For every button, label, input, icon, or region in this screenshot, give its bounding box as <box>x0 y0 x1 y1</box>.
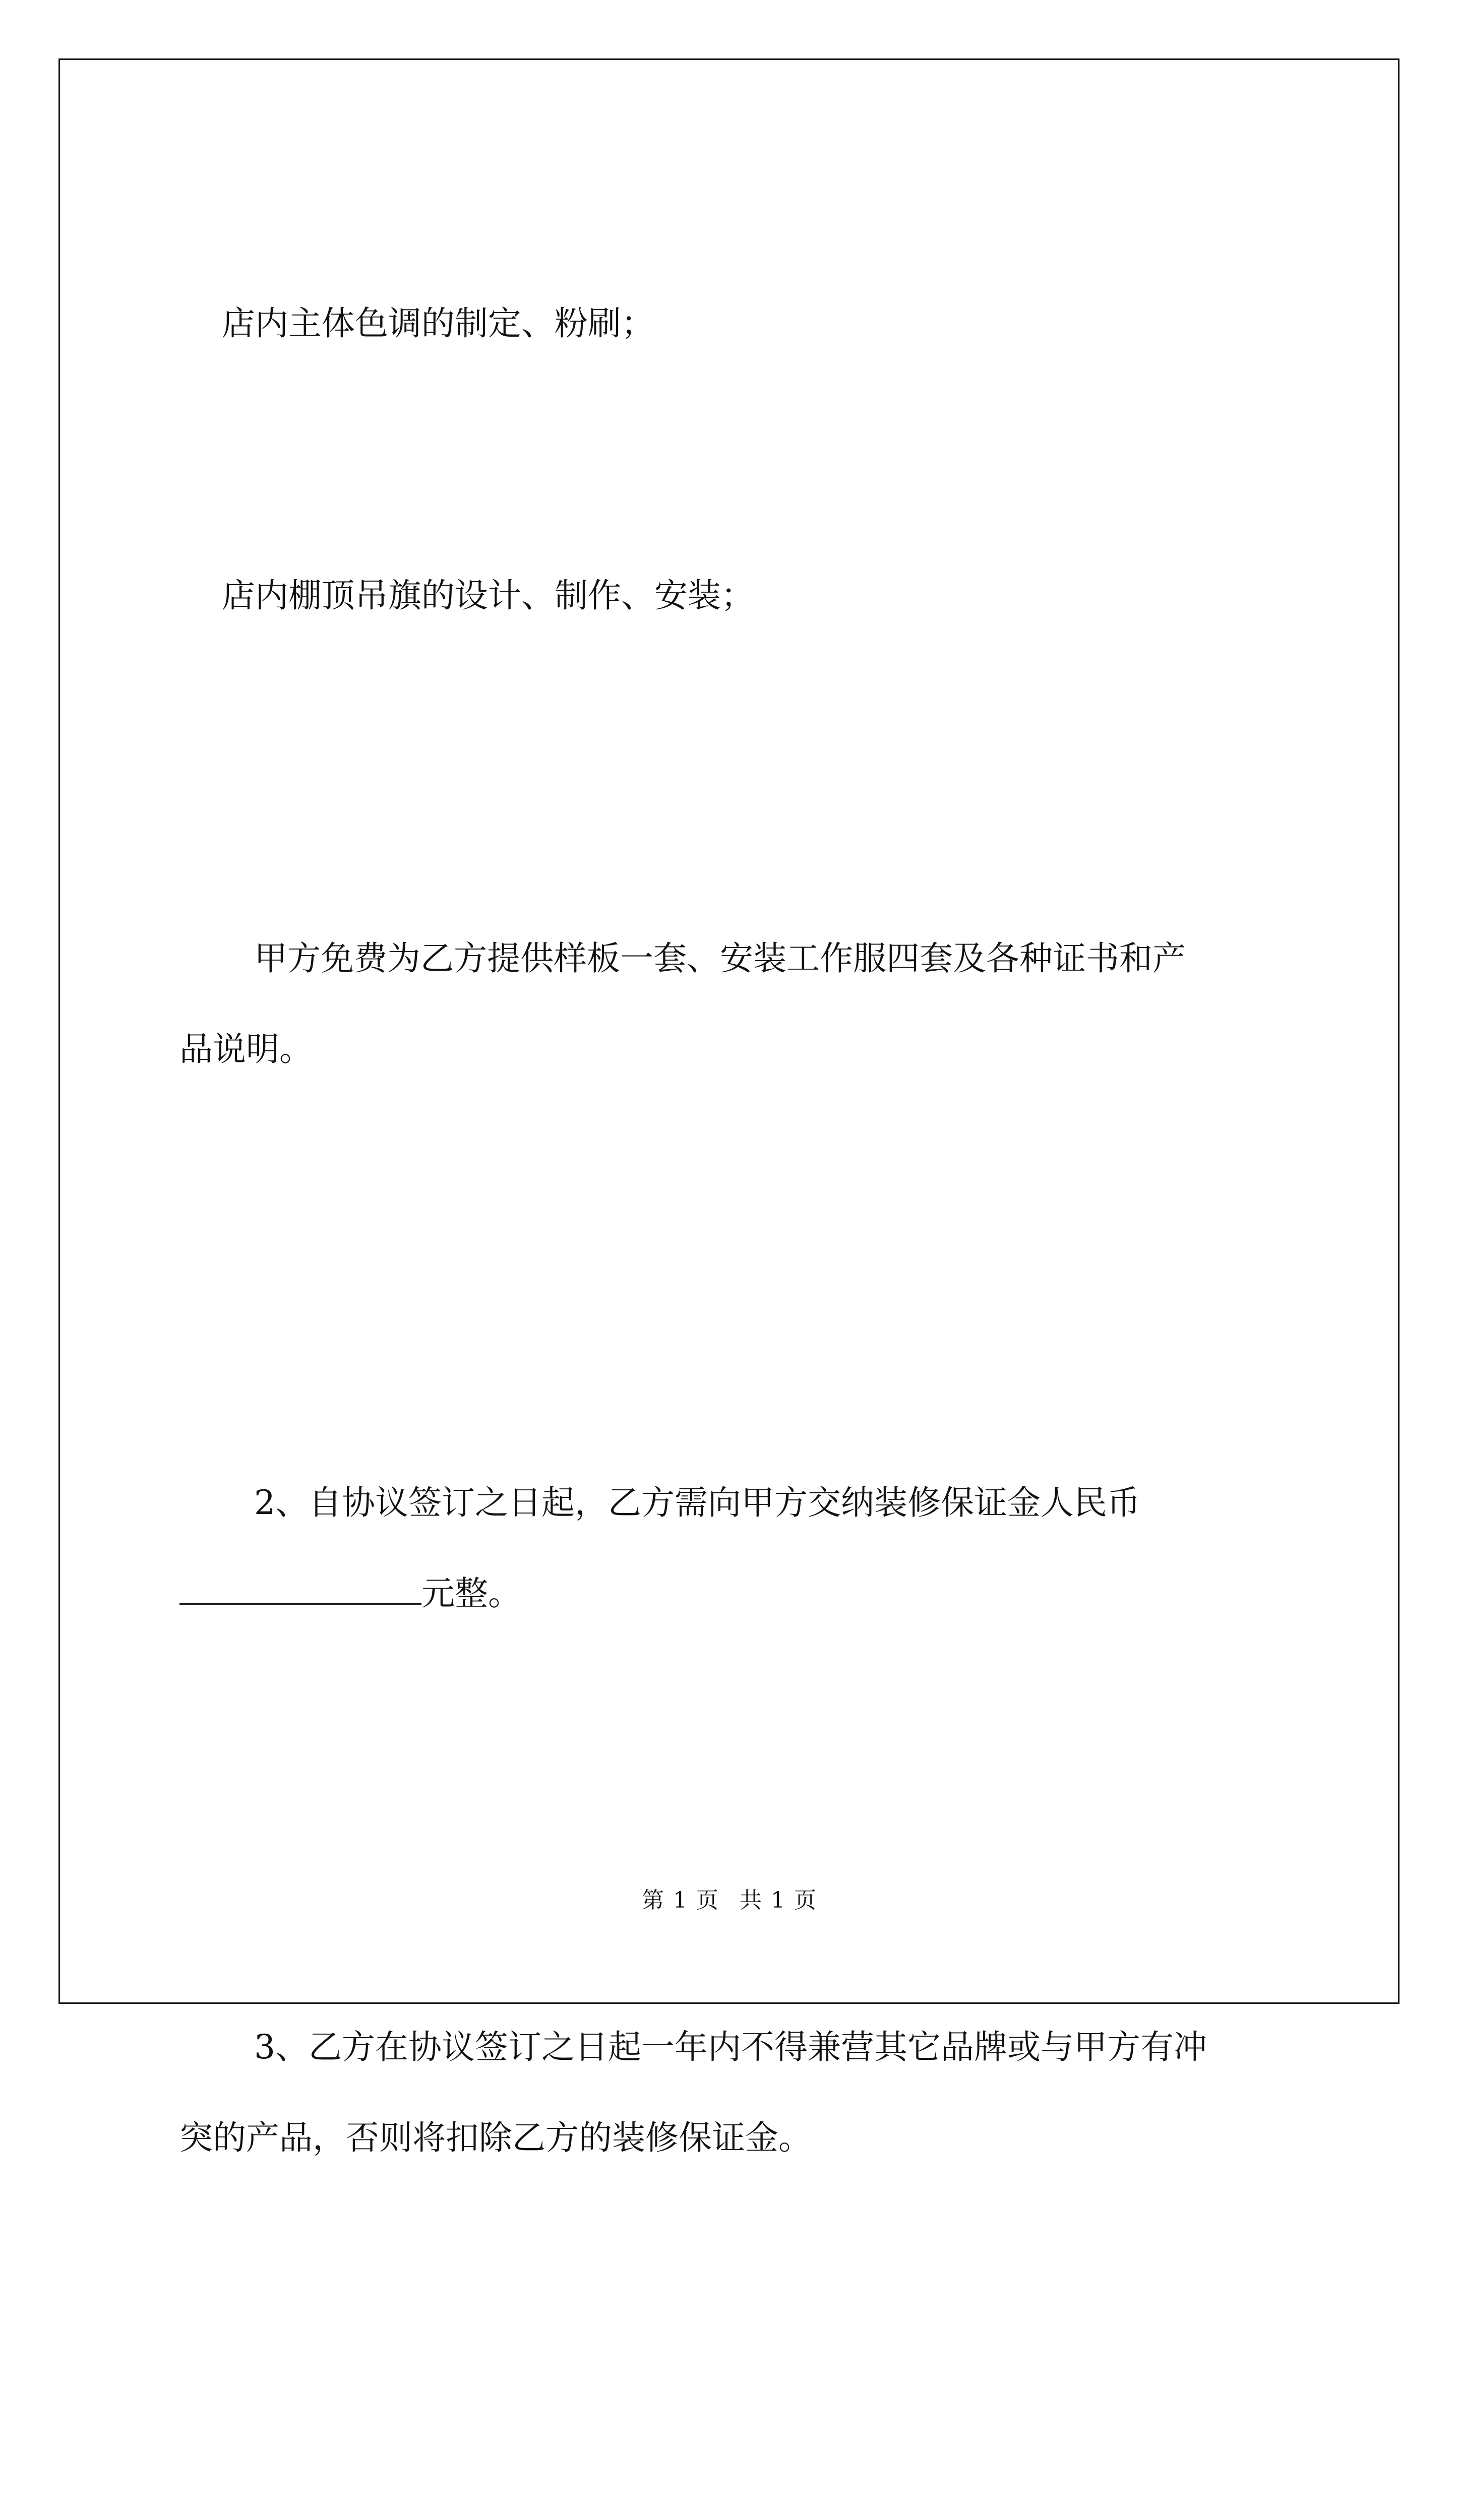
paragraph-ceiling-flags <box>179 460 1289 732</box>
paragraph-free-samples <box>179 732 1289 1276</box>
page-number: 第 1 页 <box>642 1887 719 1913</box>
document-body <box>179 187 1289 2520</box>
paragraph-color-scheme <box>179 187 1289 460</box>
paragraph-line: 突的产品，否则将扣除乙方的装修保证金。 <box>179 2118 812 2157</box>
paragraph-line: 甲方免费为乙方提供样板一套、安装工作服四套及各种证书和产 <box>254 939 1186 978</box>
page-total: 共 1 页 <box>740 1887 817 1913</box>
page-footer <box>0 1882 1459 1914</box>
paragraph-text: 店内棚顶吊旗的设计、制作、安装； <box>221 576 754 615</box>
paragraph-text: 店内主体色调的制定、粉刷； <box>221 304 654 343</box>
amount-blank <box>179 1573 421 1605</box>
paragraph-line: 2、自协议签订之日起，乙方需向甲方交纳装修保证金人民币 <box>254 1483 1140 1522</box>
paragraph-line: 品说明。 <box>179 1030 313 1068</box>
paragraph-refund <box>179 2365 1289 2520</box>
paragraph-line: 元整。 <box>421 1574 521 1613</box>
paragraph-line: 3、乙方在协议签订之日起一年内不得兼营其它品牌或与甲方有冲 <box>254 2028 1207 2066</box>
paragraph-deposit <box>179 1276 1289 1820</box>
